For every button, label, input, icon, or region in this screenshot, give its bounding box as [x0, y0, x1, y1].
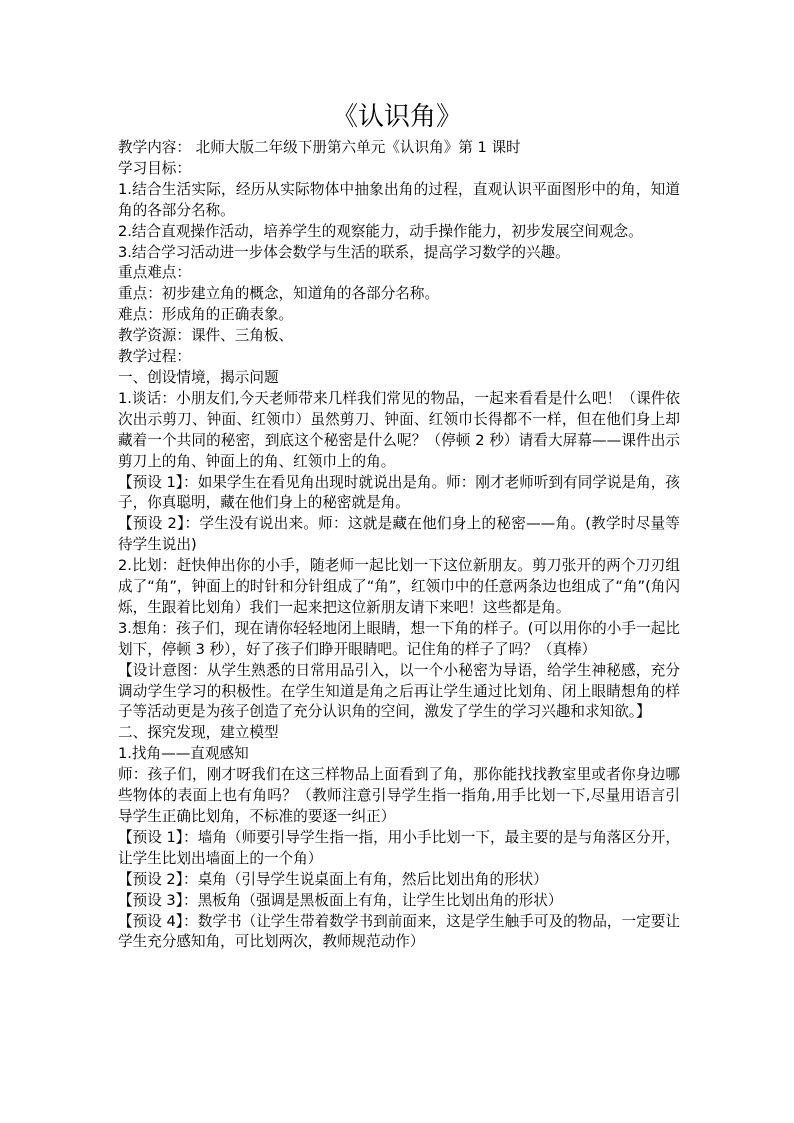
paragraph-preset-desk: 【预设 2】：桌角（引导学生说桌面上有角，然后比划出角的形状） [118, 870, 548, 888]
paragraph-content: 教学内容： 北师大版二年级下册第六单元《认识角》第 1 课时 [118, 139, 521, 156]
paragraph-teacher-prompt: 师：孩子们，刚才呀我们在这三样物品上面看到了角，那你能找找教室里或者你身边哪些物体的表面上也有角吗？（教师注意引导学生指一指角,用手比划一下,尽量用语言引导学生正确比划角，不标准的要逐一纠正） [118, 766, 680, 825]
paragraph-objective-2: 2.结合直观操作活动，培养学生的观察能力，动手操作能力，初步发展空间观念。 [118, 222, 643, 240]
document-title: 《认识角》 [331, 102, 462, 132]
document-body [118, 138, 680, 953]
paragraph-section-2-heading: 二、探究发现，建立模型 [118, 724, 279, 742]
paragraph-objective-1: 1.结合生活实际，经历从实际物体中抽象出角的过程，直观认识平面图形中的角，知道角的各部分名称。 [118, 180, 680, 219]
paragraph-preset-2: 【预设 2】：学生没有说出来。师：这就是藏在他们身上的秘密——角。(教学时尽量等待学生说出) [118, 515, 680, 554]
paragraph-objectives-heading: 学习目标： [118, 159, 191, 177]
paragraph-preset-1: 【预设 1】：如果学生在看见角出现时就说出是角。师：刚才老师听到有同学说是角，孩子，你真聪明，藏在他们身上的秘密就是角。 [118, 473, 680, 512]
paragraph-resources: 教学资源：课件、三角板、 [118, 327, 294, 345]
paragraph-difficulty: 难点：形成角的正确表象。 [118, 306, 294, 324]
paragraph-objective-3: 3.结合学习活动进一步体会数学与生活的联系，提高学习数学的兴趣。 [118, 243, 570, 261]
paragraph-preset-wall: 【预设 1】：墙角（师要引导学生指一指，用小手比划一下，最主要的是与角落区分开，让学生比划出墙面上的一个角） [118, 828, 680, 867]
paragraph-preset-blackboard: 【预设 3】：黑板角（强调是黑板面上有角，让学生比划出角的形状） [118, 891, 563, 909]
paragraph-key-point: 重点：初步建立角的概念，知道角的各部分名称。 [118, 285, 440, 303]
paragraph-imagine: 3.想角：孩子们，现在请你轻轻地闭上眼睛，想一下角的样子。(可以用你的小手一起比划下，停顿 3 秒），好了孩子们睁开眼睛吧。记住角的样子了吗？（真棒） [118, 619, 680, 658]
paragraph-design-intent: 【设计意图：从学生熟悉的日常用品引入，以一个小秘密为导语，给学生神秘感，充分调动学生学习的积极性。在学生知道是角之后再让学生通过比划角、闭上眼睛想角的样子等活动更是为孩子创造了充分认识角的空间，激发了学生的学习兴趣和求知欲。】 [118, 661, 680, 721]
paragraph-key-points-heading: 重点难点： [118, 264, 191, 282]
paragraph-talk: 1.谈话：小朋友们,今天老师带来几样我们常见的物品，一起来看看是什么吧！（课件依次出示剪刀、钟面、红领巾）虽然剪刀、钟面、红领巾长得都不一样，但在他们身上却藏着一个共同的秘密，到底这个秘密是什么呢？（停顿 2 秒）请看大屏幕——课件出示剪刀上的角、钟面上的角、红领巾上的角。 [118, 389, 680, 470]
paragraph-find-angle: 1.找角——直观感知 [118, 745, 249, 763]
paragraph-preset-book: 【预设 4】：数学书（让学生带着数学书到前面来，这是学生触手可及的物品，一定要让学生充分感知角，可比划两次，教师规范动作） [118, 912, 680, 951]
paragraph-section-1-heading: 一、创设情境，揭示问题 [118, 368, 279, 386]
paragraph-process-heading: 教学过程： [118, 348, 191, 366]
paragraph-gesture: 2.比划：赶快伸出你的小手，随老师一起比划一下这位新朋友。剪刀张开的两个刀刃组成了“角”，钟面上的时针和分针组成了“角”，红领巾中的任意两条边也组成了“角”(角闪烁，生跟着比划角）我们一起来把这位新朋友请下来吧！这些都是角。 [118, 557, 680, 616]
